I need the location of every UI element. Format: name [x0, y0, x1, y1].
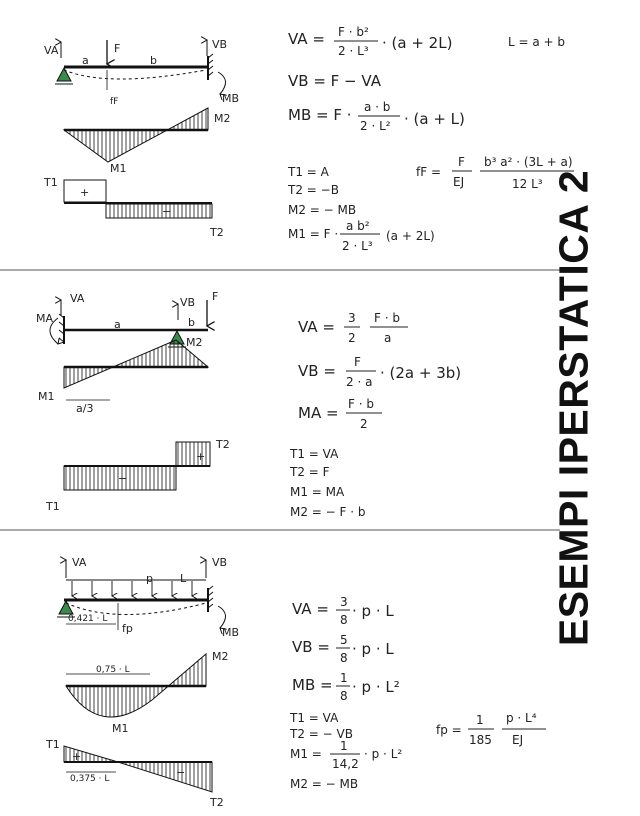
section1-equations-ff-lhs: fF = — [416, 165, 441, 179]
section2-labels-a: a — [114, 318, 121, 331]
section3-labels-d0421: 0,421 · L — [68, 614, 108, 624]
section1-diagram — [43, 38, 239, 239]
section1-equations-va-den: 2 · L³ — [338, 44, 369, 58]
section2-equations-m2: M2 = − F · b — [290, 505, 366, 519]
section2-equations — [289, 311, 461, 519]
label-minus: − — [162, 205, 172, 218]
page-title-text: ESEMPI IPERSTATICA 2 — [550, 169, 597, 647]
section1-equations-va-lhs: VA = — [288, 30, 325, 48]
section1-equations-mb-den: 2 · L² — [360, 119, 391, 133]
section2-equations-vb-lhs: VB = — [298, 362, 336, 380]
section1-equations — [287, 25, 574, 253]
section3-labels-M1: M1 — [112, 722, 129, 735]
section2-labels-plus: + — [196, 450, 206, 463]
section3-equations-va-den: 8 — [340, 613, 348, 627]
section2-labels-T2: T2 — [216, 438, 230, 451]
section1-equations-m1-tail: (a + 2L) — [386, 229, 435, 243]
section2-diagram — [36, 290, 230, 513]
section3-labels-T1: T1 — [46, 738, 60, 751]
section2-equations-vb-den: 2 · a — [346, 375, 373, 389]
section3-equations-vb-tail: · p · L — [352, 640, 394, 658]
section3-equations-mb-den: 8 — [340, 689, 348, 703]
section3-equations-va-num: 3 — [340, 595, 348, 609]
section2-equations-m1: M1 = MA — [290, 485, 345, 499]
section3-diagram — [45, 556, 239, 809]
label-a: a — [82, 54, 89, 67]
section3-equations-vb-den: 8 — [340, 651, 348, 665]
section2-equations-ma-num: F · b — [348, 397, 374, 411]
section2-equations-ma-den: 2 — [360, 417, 368, 431]
section3-labels-p: p — [146, 572, 153, 585]
section3-equations-fp-d1: 185 — [469, 733, 492, 747]
section2-labels-M1: M1 — [38, 390, 55, 403]
section3-equations-fp-d2: EJ — [512, 733, 524, 747]
section2-equations-va-n2: F · b — [374, 311, 400, 325]
label-vb: VB — [212, 38, 228, 51]
section1-equations-mb-lhs: MB = F · — [288, 106, 352, 124]
label-m1: M1 — [110, 162, 127, 175]
section2-labels-F: F — [212, 290, 219, 303]
section1-equations-va-tail: · (a + 2L) — [382, 34, 453, 52]
label-mb: MB — [222, 92, 240, 105]
section1-equations-t1: T1 = A — [288, 165, 329, 179]
section3-equations-mb-tail: · p · L² — [352, 678, 400, 696]
section3-equations-vb-num: 5 — [340, 633, 348, 647]
section3-equations-t1: T1 = VA — [290, 711, 339, 725]
section3-equations-vb-lhs: VB = — [292, 638, 330, 656]
section3-labels-minus: − — [176, 766, 186, 779]
section3-labels-plus: + — [72, 750, 82, 763]
section1-equations-t2: T2 = −B — [288, 183, 339, 197]
label-f: F — [114, 42, 121, 55]
section2-equations-va-d1: 2 — [348, 331, 356, 345]
section3-equations-m1-tail: · p · L² — [364, 747, 403, 761]
section2-labels-MA: MA — [36, 312, 54, 325]
section1-equations-L: L = a + b — [508, 35, 566, 49]
section2-labels-minus: − — [118, 472, 128, 485]
section2-equations-ma-lhs: MA = — [298, 404, 339, 422]
label-t2: T2 — [210, 226, 224, 239]
section1-equations-ff-den1: EJ — [453, 175, 465, 189]
section2-labels-b: b — [188, 316, 195, 329]
section2-labels-M2: M2 — [186, 336, 203, 349]
label-t1: T1 — [44, 176, 58, 189]
section3-labels-T2: T2 — [210, 796, 224, 809]
section1-equations-ff-num2: b³ a² · (3L + a) — [484, 155, 573, 169]
label-va: VA — [44, 44, 59, 57]
section2-labels-VB: VB — [180, 296, 196, 309]
section3-equations — [289, 595, 546, 791]
label-m2: M2 — [214, 112, 231, 125]
section3-labels-L: L — [180, 572, 187, 585]
section1-equations-ff-den2: 12 L³ — [512, 177, 543, 191]
section2-equations-t1: T1 = VA — [290, 447, 339, 461]
section3-equations-mb-lhs: MB = — [292, 676, 333, 694]
pin-support-icon — [59, 601, 73, 614]
section3-equations-mb-num: 1 — [340, 671, 348, 685]
section3-labels-VB: VB — [212, 556, 228, 569]
section3-equations-va-lhs: VA = — [292, 600, 329, 618]
section2-labels-T1: T1 — [46, 500, 60, 513]
section2-equations-va-d2: a — [384, 331, 392, 345]
pin-support-icon — [57, 68, 71, 81]
section1-equations-mb-num: a · b — [364, 100, 391, 114]
section3-labels-M2: M2 — [212, 650, 229, 663]
label-b: b — [150, 54, 157, 67]
section1-equations-m2: M2 = − MB — [288, 203, 357, 217]
section2-equations-vb-tail: · (2a + 3b) — [380, 364, 462, 382]
section2-equations-va-lhs: VA = — [298, 318, 335, 336]
label-ff: fF — [110, 97, 119, 107]
section1-equations-m1-lhs: M1 = F · — [288, 227, 339, 241]
section3-equations-fp-lhs: fp = — [436, 723, 462, 737]
section2-labels-a3: a/3 — [76, 402, 94, 415]
section1-equations-m1-num: a b² — [346, 219, 370, 233]
section1-equations-ff-num1: F — [458, 155, 465, 169]
section3-labels-fp: fp — [122, 622, 133, 635]
section3-equations-m1-lhs: M1 = — [290, 747, 322, 761]
section3-equations-va-tail: · p · L — [352, 602, 394, 620]
section3-equations-m2: M2 = − MB — [290, 777, 359, 791]
section3-equations-t2: T2 = − VB — [290, 727, 353, 741]
section2-equations-vb-num: F — [354, 355, 361, 369]
section3-equations-m1-num: 1 — [340, 739, 348, 753]
section3-labels-d075: 0,75 · L — [96, 665, 130, 675]
section2-equations-t2: T2 = F — [290, 465, 330, 479]
section1-equations-va-num: F · b² — [338, 25, 369, 39]
section1-equations-mb-tail: · (a + L) — [404, 110, 465, 128]
section3-equations-m1-den: 14,2 — [332, 757, 359, 771]
section3-labels-VA: VA — [72, 556, 87, 569]
section2-labels-VA: VA — [70, 292, 85, 305]
section3-equations-fp-n1: 1 — [476, 713, 484, 727]
label-plus: + — [80, 186, 90, 199]
section2-equations-va-n1: 3 — [348, 311, 356, 325]
section1-equations-vb: VB = F − VA — [288, 72, 381, 90]
section3-labels-d0375: 0,375 · L — [70, 774, 110, 784]
section1-equations-m1-den: 2 · L³ — [342, 239, 373, 253]
section3-equations-fp-n2: p · L⁴ — [506, 711, 537, 725]
section3-labels-MB: MB — [222, 626, 240, 639]
